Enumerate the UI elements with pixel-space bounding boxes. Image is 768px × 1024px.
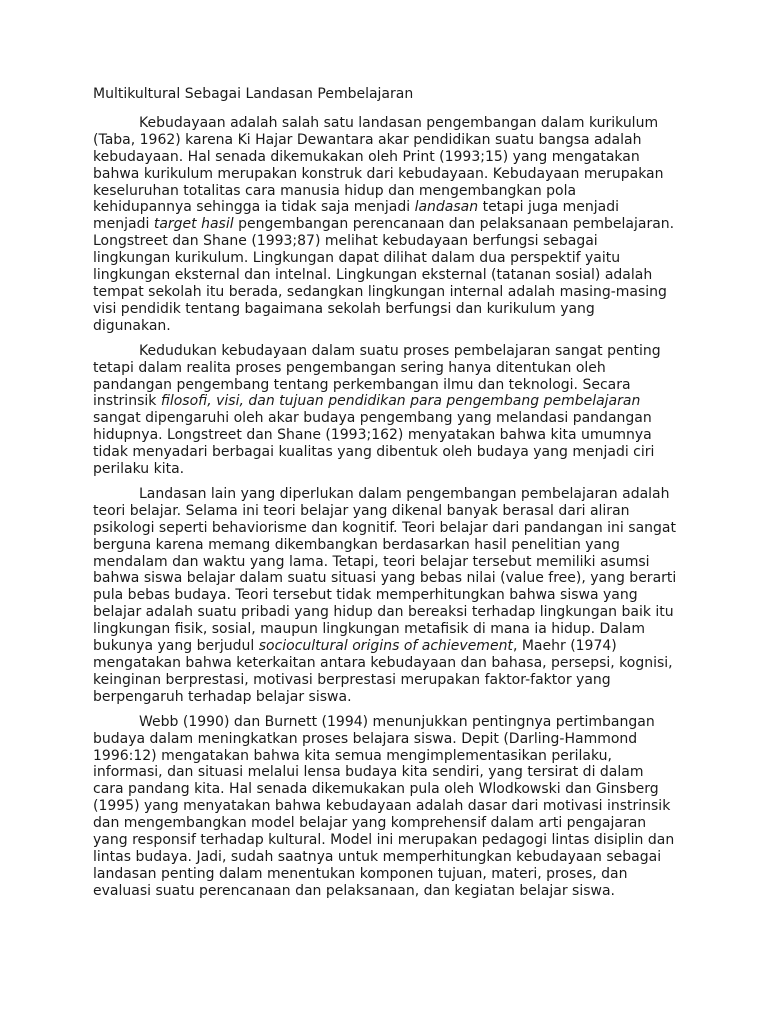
paragraph-3-segment: Landasan lain yang diperlukan dalam pengembangan pembelajaran adalah teori belajar. Selama ini teori belajar yang dikenal banyak berasal dari aliran psikologi seperti behaviorisme dan kognitif. Teori belajar dari pandangan ini sangat berguna karena memang dikembangkan berdasarkan hasil penelitian yang mendalam dan waktu yang lama. Tetapi, teori belajar tersebut memiliki asumsi bahwa siswa belajar dalam suatu situasi yang bebas nilai (value free), yang berarti pula bebas budaya. Teori tersebut tidak memperhitungkan bahwa siswa yang belajar adalah suatu pribadi yang hidup dan bereaksi terhadap lingkungan baik itu lingkungan fisik, sosial, maupun lingkungan metafisik di mana ia hidup. Dalam bukunya yang berjudul <box>93 485 677 655</box>
paragraph-1 <box>93 115 677 335</box>
paragraph-4 <box>93 714 677 900</box>
paragraph-1-italic-term: target hasil <box>153 216 234 233</box>
paragraph-2 <box>93 343 677 478</box>
document-title: Multikultural Sebagai Landasan Pembelajaran <box>93 86 414 102</box>
paragraph-1-italic-term: landasan <box>414 199 479 216</box>
paragraph-4-segment: Webb (1990) dan Burnett (1994) menunjukkan pentingnya pertimbangan budaya dalam meningkatkan proses belajara siswa. Depit (Darling-Hammond 1996:12) mengatakan bahwa kita semua mengimplementasikan perilaku, informasi, dan situasi melalui lensa budaya kita sendiri, yang tersirat di dalam cara pandang kita. Hal senada dikemukakan pula oleh Wlodkowski dan Ginsberg (1995) yang menyatakan bahwa kebudayaan adalah dasar dari motivasi instrinsik dan mengembangkan model belajar yang komprehensif dalam arti pengajaran yang responsif terhadap kultural. Model ini merupakan pedagogi lintas disiplin dan lintas budaya. Jadi, sudah saatnya untuk memperhitungkan kebudayaan sebagai landasan penting dalam menentukan komponen tujuan, materi, proses, dan evaluasi suatu perencanaan dan pelaksanaan, dan kegiatan belajar siswa. <box>93 713 675 899</box>
document-body <box>93 86 677 908</box>
paragraph-2-segment: Kedudukan kebudayaan dalam suatu proses pembelajaran sangat penting tetapi dalam realita proses pengembangan sering hanya ditentukan oleh pandangan pengembang tentang perkembangan ilmu dan teknologi. Secara instrinsik <box>93 342 661 410</box>
paragraph-1-segment: tetapi juga menjadi menjadi <box>93 199 620 233</box>
paragraph-3-italic-term: sociocultural origins of achievement <box>258 638 513 655</box>
paragraph-2-italic-term: filosofi, visi, dan tujuan pendidikan para pengembang pembelajaran <box>160 393 641 410</box>
paragraph-1-segment: pengembangan perencanaan dan pelaksanaan pembelajaran. Longstreet dan Shane (1993;87) melihat kebudayaan berfungsi sebagai lingkungan kurikulum. Lingkungan dapat dilihat dalam dua perspektif yaitu lingkungan eksternal dan intelnal. Lingkungan eksternal (tatanan sosial) adalah tempat sekolah itu berada, sedangkan lingkungan internal adalah masing-masing visi pendidik tentang bagaimana sekolah berfungsi dan kurikulum yang digunakan. <box>93 216 675 334</box>
paragraph-1-segment: Kebudayaan adalah salah satu landasan pengembangan dalam kurikulum (Taba, 1962) karena Ki Hajar Dewantara akar pendidikan suatu bangsa adalah kebudayaan. Hal senada dikemukakan oleh Print (1993;15) yang mengatakan bahwa kurikulum merupakan konstruk dari kebudayaan. Kebudayaan merupakan keseluruhan totalitas cara manusia hidup dan mengembangkan pola kehidupannya sehingga ia tidak saja menjadi <box>93 114 664 216</box>
paragraph-2-segment: sangat dipengaruhi oleh akar budaya pengembang yang melandasi pandangan hidupnya. Longstreet dan Shane (1993;162) menyatakan bahwa kita umumnya tidak menyadari berbagai kualitas yang dibentuk oleh budaya yang menjadi ciri perilaku kita. <box>93 410 655 478</box>
paragraph-3-segment: , Maehr (1974) mengatakan bahwa keterkaitan antara kebudayaan dan bahasa, persepsi, kognisi, keinginan berprestasi, motivasi berprestasi merupakan faktor-faktor yang berpengaruh terhadap belajar siswa. <box>93 638 673 705</box>
paragraph-3 <box>93 486 677 706</box>
